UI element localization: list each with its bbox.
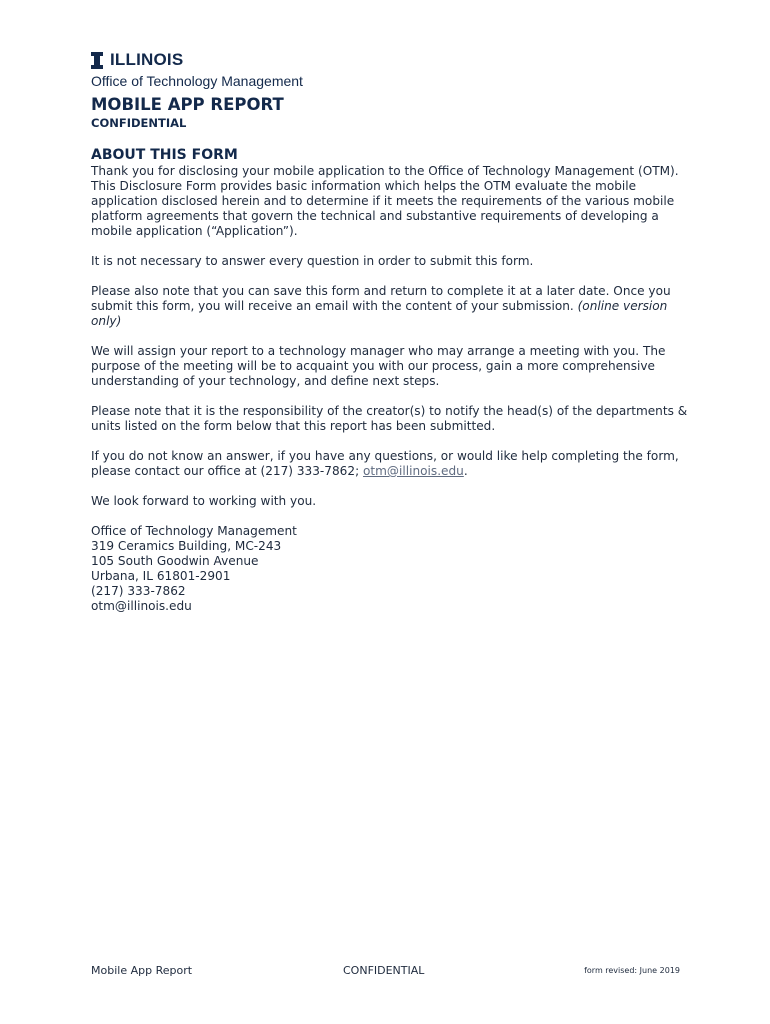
block-i-icon xyxy=(91,52,103,69)
responsibility-paragraph: Please note that it is the responsibility of the creator(s) to notify the head(s) of the departments & units listed on the form below that this report has been submitted. xyxy=(91,404,688,433)
address-line: Office of Technology Management xyxy=(91,524,297,538)
address-phone: (217) 333-7862 xyxy=(91,584,186,598)
address-line: 105 South Goodwin Avenue xyxy=(91,554,259,568)
illinois-logo xyxy=(91,48,691,72)
address-block xyxy=(91,524,691,614)
document-page xyxy=(91,48,691,614)
office-name: Office of Technology Management xyxy=(91,73,303,89)
page-footer xyxy=(91,964,680,978)
footer-title: Mobile App Report xyxy=(91,964,193,977)
closing-paragraph: We look forward to working with you. xyxy=(91,494,317,508)
contact-end: . xyxy=(463,464,468,478)
contact-text: If you do not know an answer, if you have any questions, or would like help completing the form, please contact our office at (217) 333-7862; xyxy=(91,449,679,478)
page-title: MOBILE APP REPORT xyxy=(91,95,284,114)
online-only-note: (online version only) xyxy=(91,299,668,328)
contact-paragraph xyxy=(91,449,691,479)
email-link[interactable]: otm@illinois.edu xyxy=(363,464,464,478)
address-email: otm@illinois.edu xyxy=(91,599,192,613)
intro-paragraph: Thank you for disclosing your mobile application to the Office of Technology Management (OTM). This Disclosure Form provides basic information which helps the OTM evaluate the mobile application disclosed herein and to determine if it meets the requirements of the various mobile platform agreements that govern the technical and substantive requirements of developing a mobile application (“Application”). xyxy=(91,164,679,238)
logo-wordmark: ILLINOIS xyxy=(110,50,184,69)
footer-confidential: CONFIDENTIAL xyxy=(343,964,425,977)
address-line: Urbana, IL 61801-2901 xyxy=(91,569,231,583)
answer-note-paragraph: It is not necessary to answer every question in order to submit this form. xyxy=(91,254,534,268)
address-line: 319 Ceramics Building, MC-243 xyxy=(91,539,282,553)
confidential-label: CONFIDENTIAL xyxy=(91,116,187,130)
about-heading: ABOUT THIS FORM xyxy=(91,147,238,163)
footer-revision: form revised: June 2019 xyxy=(584,966,680,975)
meeting-paragraph: We will assign your report to a technology manager who may arrange a meeting with you. The purpose of the meeting will be to acquaint you with our process, gain a more comprehensive understanding of your technology, and define next steps. xyxy=(91,344,666,388)
save-note-text: Please also note that you can save this form and return to complete it at a later date. Once you submit this form, you will receive an email with the content of your submission. xyxy=(91,284,671,313)
save-note-paragraph xyxy=(91,284,691,329)
